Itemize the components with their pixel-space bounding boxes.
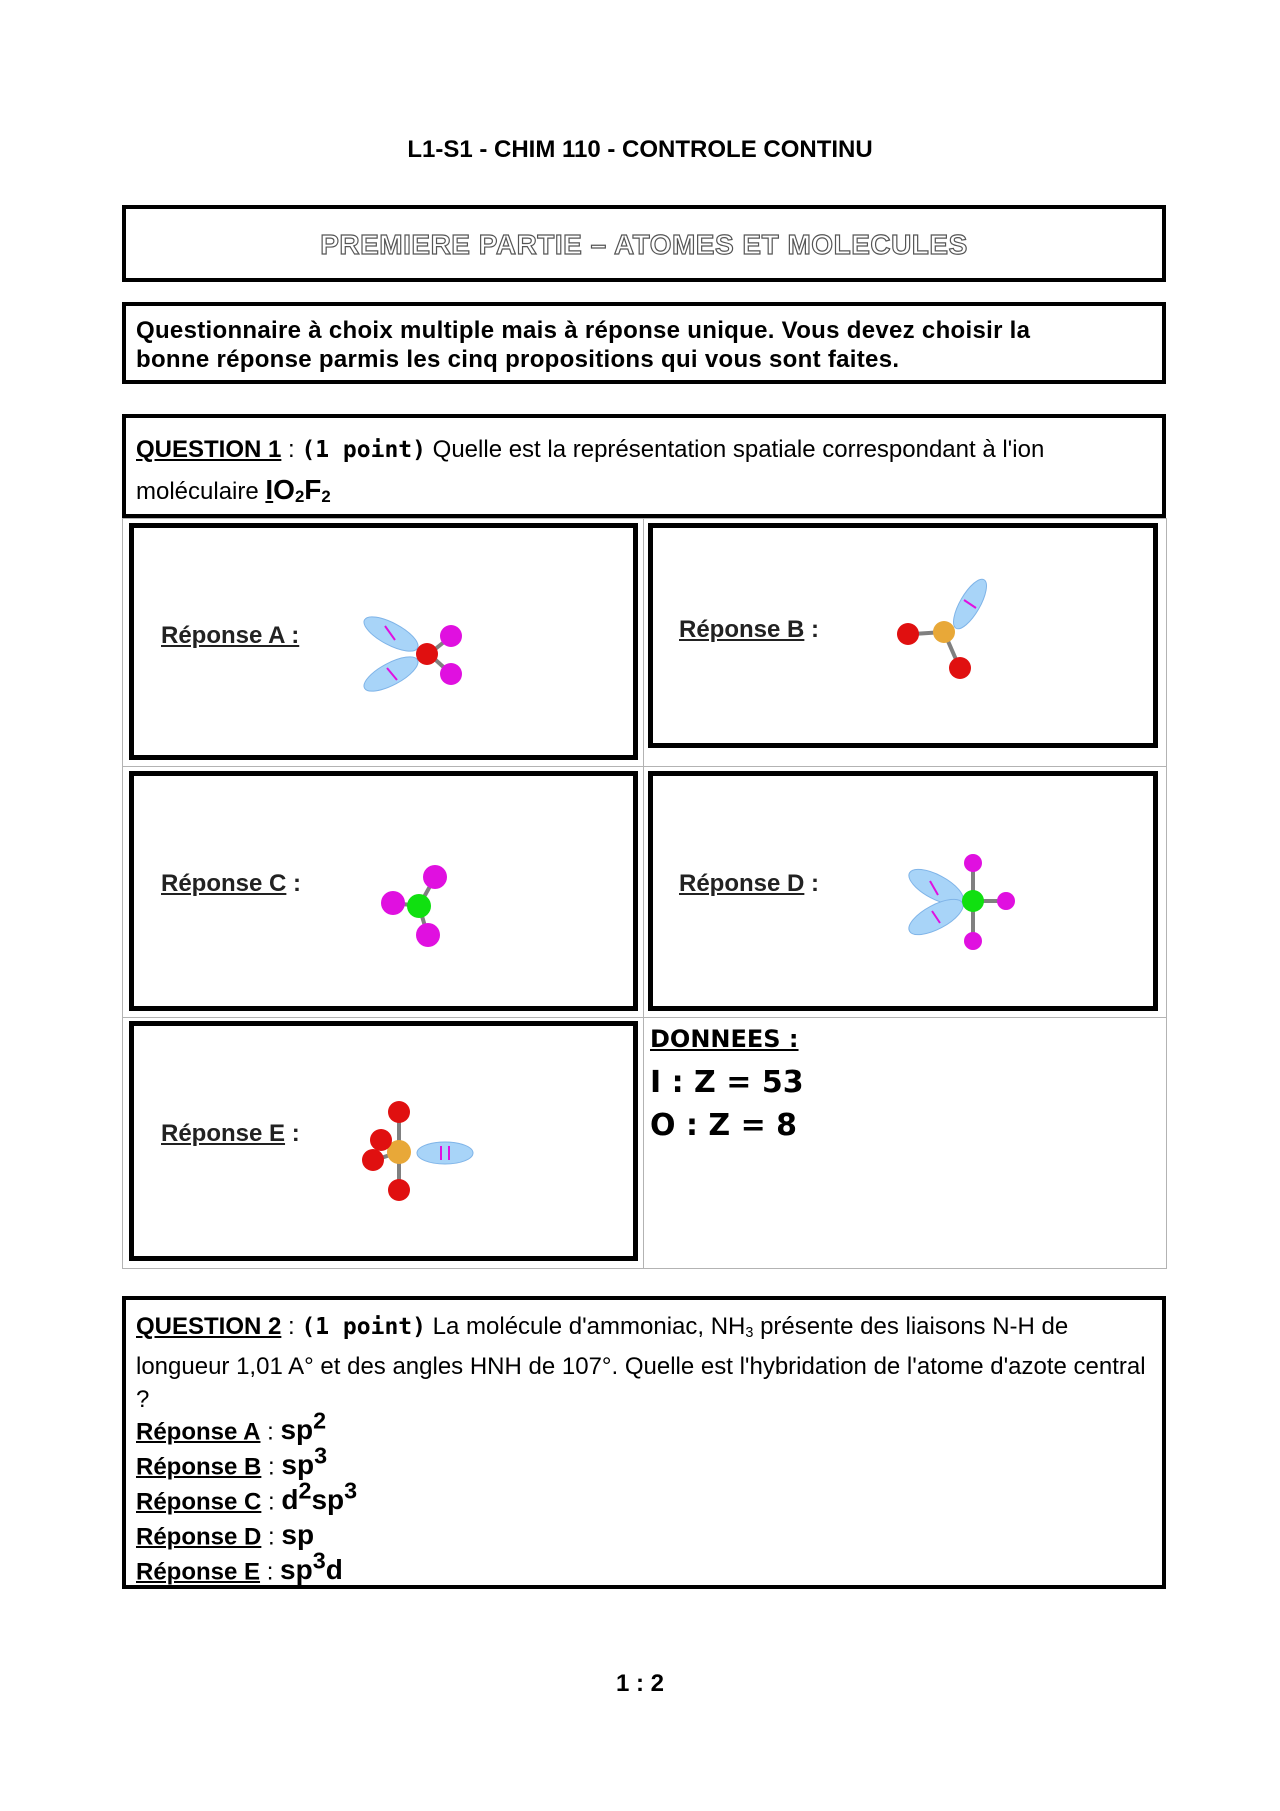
question-1-text xyxy=(136,430,1152,517)
donnees-row-oxygen: O : Z = 8 xyxy=(650,1108,798,1143)
molecule-b-image xyxy=(888,576,998,691)
answer-b-label-suffix: : xyxy=(804,616,820,643)
question-2-answers xyxy=(136,1404,358,1586)
question-1-sep: : xyxy=(281,436,302,463)
q2-answer-e-value: $sp^3d$ xyxy=(280,1548,343,1586)
q2-answer-b-sep: : xyxy=(261,1453,282,1481)
answer-d-label-suffix: : xyxy=(804,870,820,897)
molecule-e-image xyxy=(359,1096,479,1206)
q2-answer-e-label: Réponse E xyxy=(136,1558,261,1586)
formula-fluorine: F xyxy=(304,474,322,505)
answer-b-label xyxy=(679,616,819,644)
answer-a-cell[interactable] xyxy=(129,523,638,760)
q2-answer-b-value: $sp^3$ xyxy=(281,1443,328,1481)
answer-d-label xyxy=(679,870,819,898)
answer-d-label-text: Réponse D xyxy=(679,870,805,897)
answer-e-label xyxy=(161,1120,300,1148)
formula-sub-o: 2 xyxy=(294,487,305,506)
q2-answer-c[interactable] xyxy=(136,1474,358,1516)
molecule-d-image xyxy=(898,851,1018,956)
answer-b-label-text: Réponse B xyxy=(679,616,805,643)
q2-answer-a-value: $sp^2$ xyxy=(280,1408,327,1446)
question-1-prompt-2: moléculaire xyxy=(136,478,266,505)
answer-c-label-suffix: : xyxy=(286,870,302,897)
question-2-label: QUESTION 2 xyxy=(136,1313,282,1340)
question-1-label: QUESTION 1 xyxy=(136,436,282,463)
q2-answer-c-sep: : xyxy=(261,1488,282,1516)
grid-divider-vertical xyxy=(643,518,644,1269)
q2-answer-e[interactable] xyxy=(136,1544,357,1586)
answer-d-cell[interactable] xyxy=(648,771,1158,1011)
answer-c-label xyxy=(161,870,301,898)
question-1-points: (1 point) xyxy=(301,437,426,463)
page-number: 1 : 2 xyxy=(615,1670,665,1697)
question-1-formula xyxy=(265,474,330,505)
grid-divider-1 xyxy=(122,766,1167,767)
q2-answer-d-sep: : xyxy=(261,1523,282,1551)
donnees-title: DONNEES : xyxy=(650,1025,799,1053)
question-2-text xyxy=(136,1310,1152,1416)
part-title-box xyxy=(122,205,1166,282)
question-2-prompt-b: présente des liaisons N-H de longueur 1,01 A° et des angles HNH de 107°. Quelle est l'hybridation de l'atome d'azote central ? xyxy=(136,1313,1146,1413)
q2-answer-b-label: Réponse B xyxy=(136,1453,262,1481)
answer-a-label-text: Réponse A : xyxy=(161,622,300,649)
question-2-sep: : xyxy=(281,1313,302,1340)
part-title: PREMIERE PARTIE – ATOMES ET MOLECULES xyxy=(320,229,968,260)
q2-answer-d-label: Réponse D xyxy=(136,1523,262,1551)
q2-answer-b[interactable] xyxy=(136,1439,357,1481)
question-2-points: (1 point) xyxy=(301,1314,426,1340)
formula-iodine: I xyxy=(265,474,274,505)
molecule-c-image xyxy=(379,861,459,951)
molecule-a-image xyxy=(359,608,479,708)
answer-c-cell[interactable] xyxy=(129,771,638,1011)
answer-e-label-suffix: : xyxy=(285,1120,300,1147)
q2-answer-a-label: Réponse A xyxy=(136,1418,261,1446)
q2-answer-c-value: $d^2sp^3$ xyxy=(281,1478,358,1516)
q2-answer-d-value: sp xyxy=(281,1519,315,1551)
formula-oxygen: O xyxy=(273,474,295,505)
question-2-box xyxy=(122,1296,1166,1589)
question-1-prompt: Quelle est la représentation spatiale correspondant à l'ion xyxy=(426,436,1045,463)
instructions-line-1: Questionnaire à choix multiple mais à réponse unique. Vous devez choisir la xyxy=(136,317,1031,344)
grid-divider-2 xyxy=(122,1017,1167,1018)
q2-answer-e-sep: : xyxy=(260,1558,281,1586)
instructions-line-2: bonne réponse parmis les cinq propositions qui vous sont faites. xyxy=(136,346,900,373)
answer-c-label-text: Réponse C xyxy=(161,870,287,897)
question-2-prompt-a: La molécule d'ammoniac, NH xyxy=(426,1313,746,1340)
answer-b-cell[interactable] xyxy=(648,523,1158,748)
instructions-box xyxy=(122,302,1166,384)
donnees-block xyxy=(650,1025,1150,1147)
document-title: L1-S1 - CHIM 110 - CONTROLE CONTINU xyxy=(407,136,873,163)
donnees-row-iodine: I : Z = 53 xyxy=(650,1065,804,1100)
answer-a-label xyxy=(161,622,299,650)
instructions-text xyxy=(136,316,1152,374)
q2-answer-a-sep: : xyxy=(260,1418,281,1446)
answer-e-cell[interactable] xyxy=(129,1021,638,1261)
q2-answer-c-label: Réponse C xyxy=(136,1488,262,1516)
question-1-box xyxy=(122,414,1166,518)
formula-sub-f: 2 xyxy=(321,487,331,506)
answer-e-label-text: Réponse E xyxy=(161,1120,286,1147)
question-2-sub: 3 xyxy=(745,1325,754,1341)
q2-answer-a[interactable] xyxy=(136,1404,357,1446)
